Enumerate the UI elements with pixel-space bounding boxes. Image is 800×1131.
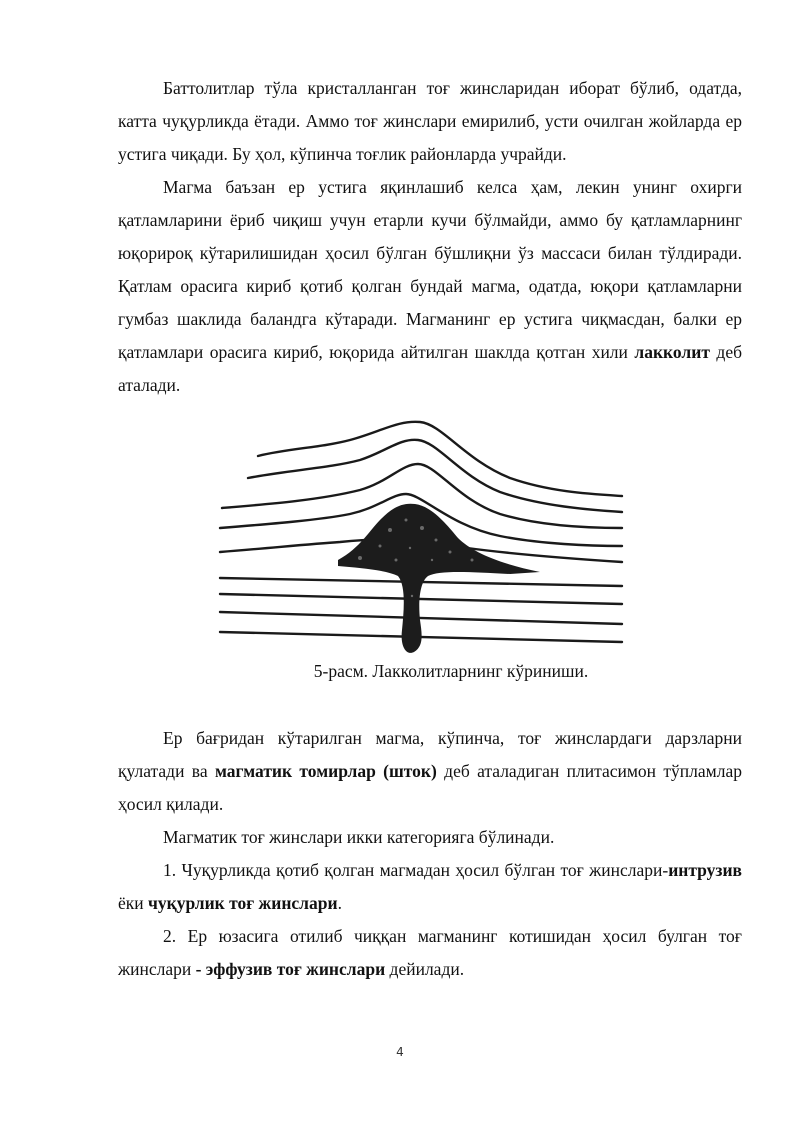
paragraph-laccolith [118,171,742,402]
text-block-bottom [118,722,742,986]
paragraph-dikes-text: Ер бағридан кўтарилган магма, кўпинча, тоғ жинслардаги дарзларни қулатади ва [118,728,742,781]
text-block-top [118,72,742,402]
term-effusive: - эффузив тоғ жинслари [195,959,386,979]
paragraph-laccolith-end: деб аталади. [118,342,743,395]
term-intrusive: интрузив [668,860,742,880]
paragraph-intrusive-mid: ёки [118,893,149,913]
paragraph-batholiths-text: Баттолитлар тўла кристалланган тоғ жинсларидан иборат бўлиб, одатда, катта чуқурликда ётади. Аммо тоғ жинслари емирилиб, усти очилган жойларда ер устига чиқади. Бу ҳол, кўпинча тоғлик районларда учрайди. [118,78,742,164]
laccolith-body [338,504,540,653]
paragraph-intrusive [118,854,742,920]
paragraph-effusive [118,920,742,986]
stratum-line [220,612,622,624]
paragraph-categories [118,821,742,854]
stratum-line [258,422,622,496]
paragraph-effusive-end: дейилади. [385,959,465,979]
stratum-line [220,594,622,604]
figure-caption: 5-расм. Лакколитларнинг кўриниши. [313,661,589,681]
paragraph-effusive-text: 2. Ер юзасига отилиб чиққан магманинг котишидан ҳосил булган тоғ жинслари [118,926,742,979]
paragraph-dikes-end: деб аталадиган плитасимон тўпламлар ҳосил қилади. [118,761,742,814]
term-laccolith: лакколит [634,342,710,362]
paragraph-dikes [118,722,742,821]
paragraph-categories-text: Магматик тоғ жинслари икки категорияга бўлинади. [163,827,555,847]
paragraph-intrusive-end: . [337,893,342,913]
page-number: 4 [396,1045,404,1059]
paragraph-batholiths [118,72,742,171]
paragraph-laccolith-text: Магма баъзан ер устига яқинлашиб келса ҳам, лекин унинг охирги қатламларини ёриб чиқиш учун етарли кучи бўлмайди, аммо бу қатламларнинг юқорироқ кўтарилишидан ҳосил бўлган бўшлиқни ўз массаси билан тўлдиради. Қатлам орасига кириб қотиб қолган бундай магма, одатда, юқори қатламларни гумбаз шаклида баландга кўтаради. Магманинг ер устига чиқмасдан, балки ер қатламлари орасига кириб, юқорида айтилган шаклда қотган хили [118,177,742,362]
term-deep-rocks: чуқурлик тоғ жинслари [148,893,338,913]
term-magmatic-veins: магматик томирлар (шток) [214,761,437,781]
paragraph-intrusive-text: 1. Чуқурликда қотиб қолган магмадан ҳосил бўлган тоғ жинслари- [163,860,669,880]
laccolith-figure [210,420,630,660]
